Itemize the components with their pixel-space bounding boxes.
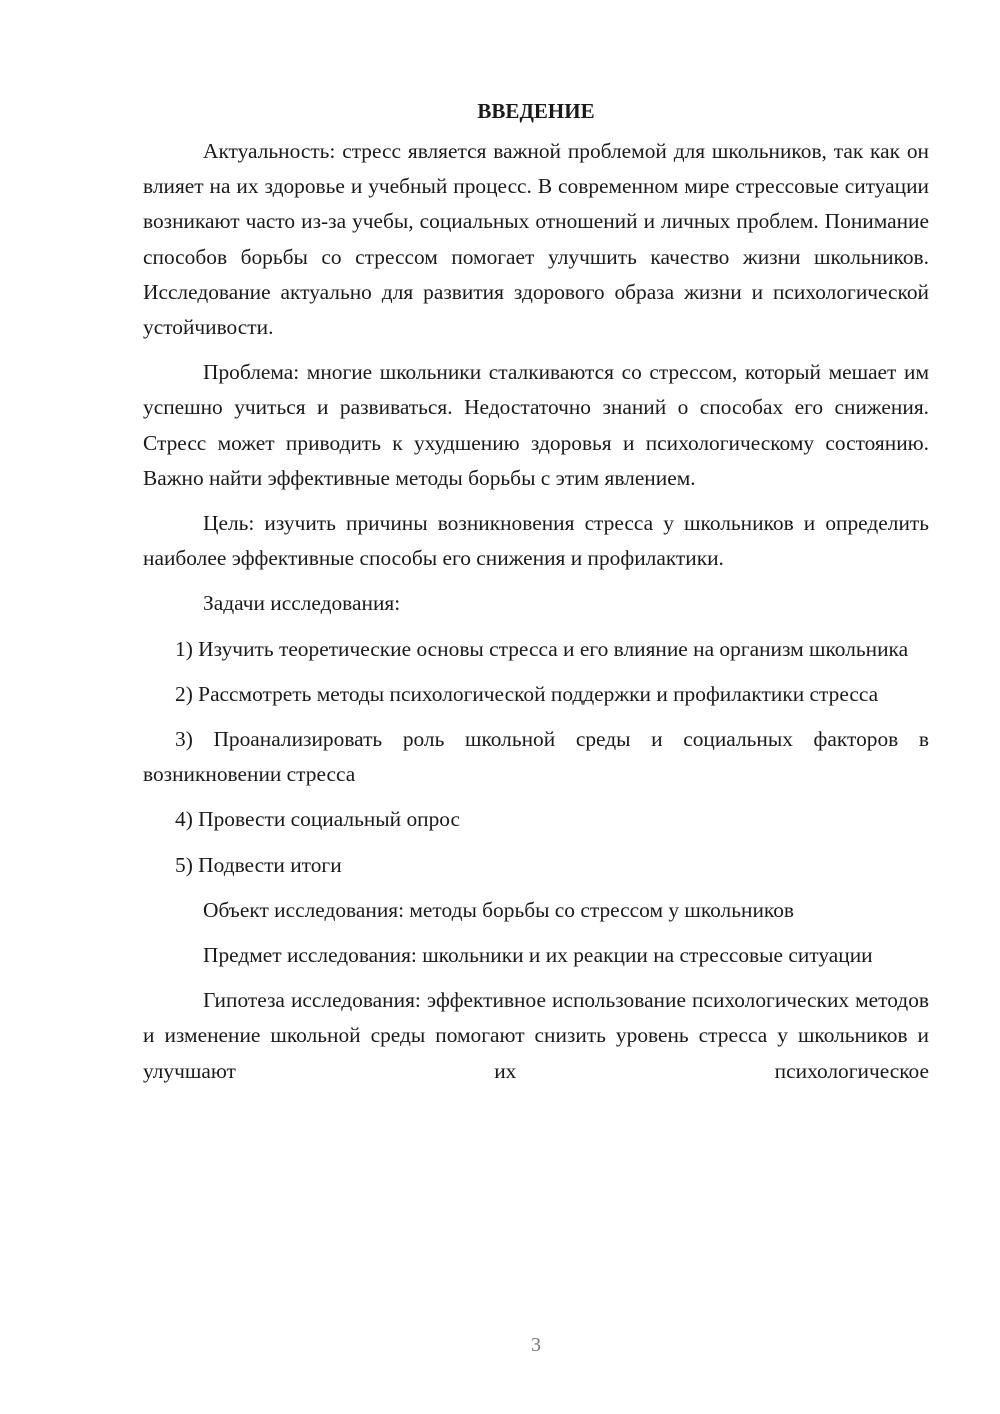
paragraph-problem: Проблема: многие школьники сталкиваются со стрессом, который мешает им успешно учиться и развиваться. Недостаточно знаний о способах его снижения. Стресс может приводить к ухудшению здоровья и психологическому состоянию. Важно найти эффективные методы борьбы с этим явлением. bbox=[143, 360, 929, 490]
task-item: 3) Проанализировать роль школьной среды и социальных факторов в возникновении стресса bbox=[143, 727, 929, 787]
paragraph-relevance: Актуальность: стресс является важной проблемой для школьников, так как он влияет на их здоровье и учебный процесс. В современном мире стрессовые ситуации возникают часто из-за учебы, социальных отношений и личных проблем. Понимание способов борьбы со стрессом помогает улучшить качество жизни школьников. Исследование актуально для развития здорового образа жизни и психологической устойчивости. bbox=[143, 139, 929, 340]
page-number: 3 bbox=[531, 1334, 541, 1356]
task-item: 5) Подвести итоги bbox=[175, 852, 342, 877]
paragraph-hypothesis: Гипотеза исследования: эффективное использование психологических методов и изменение школьной среды помогают снизить уровень стресса у школьников и улучшают их психологическое bbox=[143, 988, 929, 1083]
paragraph-subject: Предмет исследования: школьники и их реакции на стрессовые ситуации bbox=[203, 943, 873, 968]
section-title: ВВЕДЕНИЕ bbox=[477, 99, 595, 123]
task-item: 4) Провести социальный опрос bbox=[175, 807, 461, 832]
paragraph-goal: Цель: изучить причины возникновения стресса у школьников и определить наиболее эффективные способы его снижения и профилактики. bbox=[143, 511, 929, 571]
document-page bbox=[143, 94, 929, 1099]
task-item: 1) Изучить теоретические основы стресса и его влияние на организм школьника bbox=[175, 636, 909, 661]
paragraph-object: Объект исследования: методы борьбы со стрессом у школьников bbox=[203, 897, 794, 922]
paragraph-tasks-heading: Задачи исследования: bbox=[203, 591, 401, 616]
task-item: 2) Рассмотреть методы психологической поддержки и профилактики стресса bbox=[175, 681, 879, 706]
